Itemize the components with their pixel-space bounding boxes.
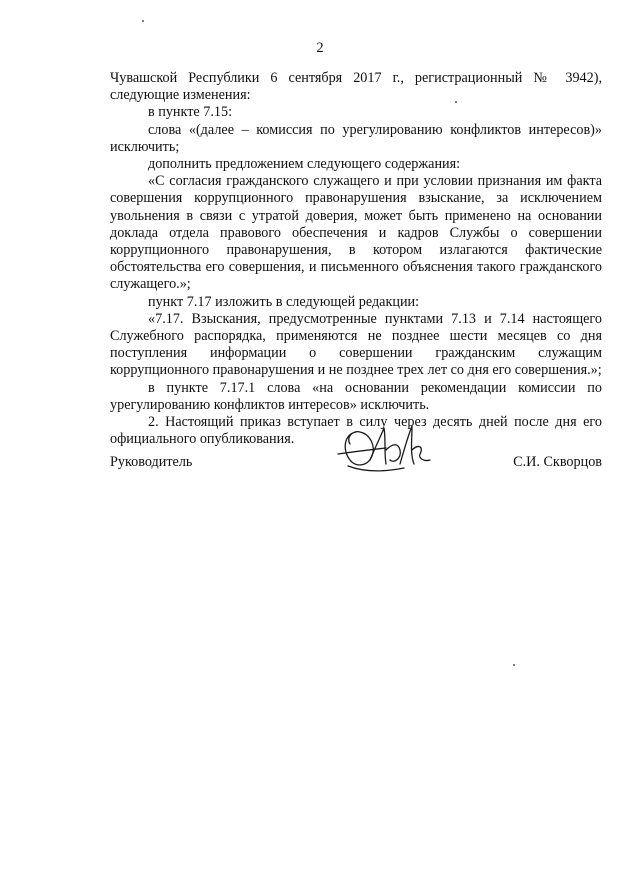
paragraph: слова «(далее – комиссия по урегулированию конфликтов интересов)» исключить; [110,121,602,155]
paragraph: в пункте 7.17.1 слова «на основании рекомендации комиссии по урегулированию конфликтов интересов» исключить. [110,379,602,413]
paragraph: Чувашской Республики 6 сентября 2017 г., регистрационный № 3942), следующие изменения: [110,70,602,104]
handwritten-signature [334,420,434,476]
page-number: 2 [316,40,324,56]
scan-speck [513,664,515,666]
paragraph: пункт 7.17 изложить в следующей редакции: [148,293,420,310]
paragraph: в пункте 7.15: [148,104,233,121]
quoted-paragraph: «С согласия гражданского служащего и при условии признания им факта совершения коррупционного правонарушения взыскание, за исключением увольнения в связи с утратой доверия, может быть применено на основании доклада отдела правового обеспечения и кадров Службы о совершении коррупционного правонарушения, в котором излагаются фактические обстоятельства его совершения, и письменного объяснения такого гражданского служащего.»; [110,173,602,293]
document-body [110,70,602,448]
signatory-name: С.И. Скворцов [513,454,602,470]
paragraph: дополнить предложением следующего содержания: [148,156,461,173]
paragraph: 2. Настоящий приказ вступает в силу через десять дней после дня его официального опубликования. [110,414,602,448]
signatory-role: Руководитель [110,454,193,470]
scan-speck [142,20,144,22]
quoted-paragraph: «7.17. Взыскания, предусмотренные пунктами 7.13 и 7.14 настоящего Служебного распорядка, применяются не позднее шести месяцев со дня поступления информации о совершении гражданским служащим коррупционного правонарушения и не позднее трех лет со дня его совершения.»; [110,310,602,379]
